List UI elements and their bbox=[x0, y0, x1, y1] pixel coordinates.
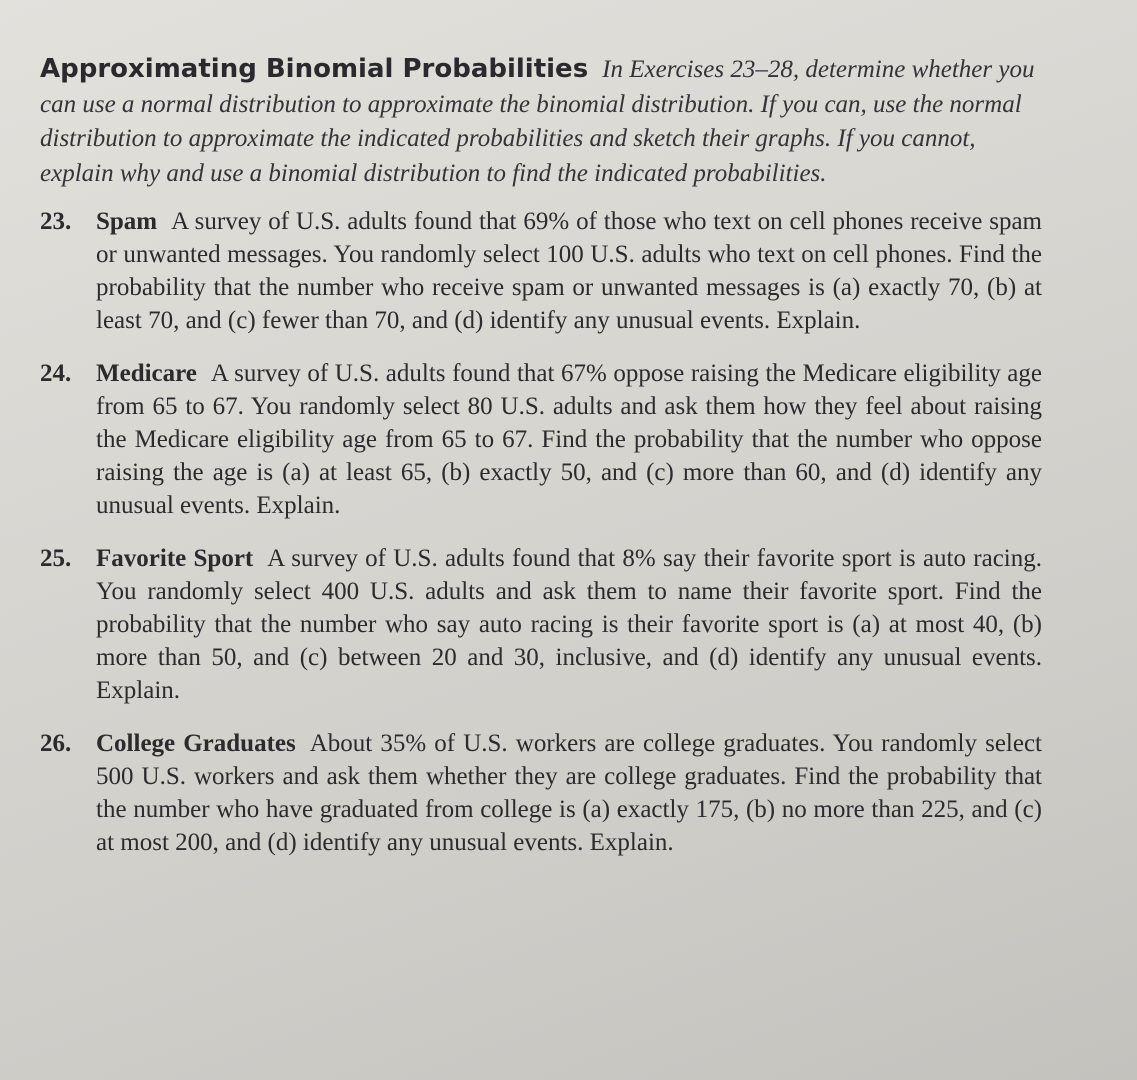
exercise-text: A survey of U.S. adults found that 67% oppose raising the Medicare eligibility age from 65 to 67. You randomly select 80 U.S. adults and ask them how they feel about raising the Medicare eligibility age from 65 to 67. Find the probability that the number who oppose raising the age is (a) at least 65, (b) exactly 50, and (c) more than 60, and (d) identify any unusual events. Explain. bbox=[96, 360, 1042, 519]
exercise-title: Favorite Sport bbox=[96, 545, 254, 572]
textbook-page bbox=[40, 52, 1042, 879]
section-instructions: In Exercises 23–28, determine whether you can use a normal distribution to approximate the binomial distribution. If you can, use the normal distribution to approximate the indicated probabilities and sketch their graphs. If you cannot, explain why and use a binomial distribution to find the indicated probabilities. bbox=[40, 56, 1035, 187]
exercise-title: College Graduates bbox=[96, 730, 296, 757]
exercise-number: 26. bbox=[40, 730, 72, 757]
exercise-title: Medicare bbox=[96, 360, 197, 387]
exercise-number: 25. bbox=[40, 545, 72, 572]
exercise-text: A survey of U.S. adults found that 69% of those who text on cell phones receive spam or unwanted messages. You randomly select 100 U.S. adults who text on cell phones. Find the probability that the number who receive spam or unwanted messages is (a) exactly 70, (b) at least 70, and (c) fewer than 70, and (d) identify any unusual events. Explain. bbox=[96, 208, 1042, 334]
exercise-23 bbox=[40, 205, 1042, 337]
exercise-text: A survey of U.S. adults found that 8% say their favorite sport is auto racing. You randomly select 400 U.S. adults and ask them to name their favorite sport. Find the probability that the number who say auto racing is their favorite sport is (a) at most 40, (b) more than 50, and (c) between 20 and 30, inclusive, and (d) identify any unusual events. Explain. bbox=[96, 545, 1042, 704]
exercise-number: 24. bbox=[40, 360, 72, 387]
exercise-text: About 35% of U.S. workers are college graduates. You randomly select 500 U.S. workers and ask them whether they are college graduates. Find the probability that the number who have graduated from college is (a) exactly 175, (b) no more than 225, and (c) at most 200, and (d) identify any unusual events. Explain. bbox=[96, 730, 1042, 856]
exercise-24 bbox=[40, 357, 1042, 522]
exercise-25 bbox=[40, 542, 1042, 707]
exercise-26 bbox=[40, 727, 1042, 859]
exercise-number: 23. bbox=[40, 208, 72, 235]
section-title: Approximating Binomial Probabilities bbox=[40, 54, 589, 84]
exercise-title: Spam bbox=[96, 208, 158, 235]
section-intro bbox=[40, 52, 1042, 191]
